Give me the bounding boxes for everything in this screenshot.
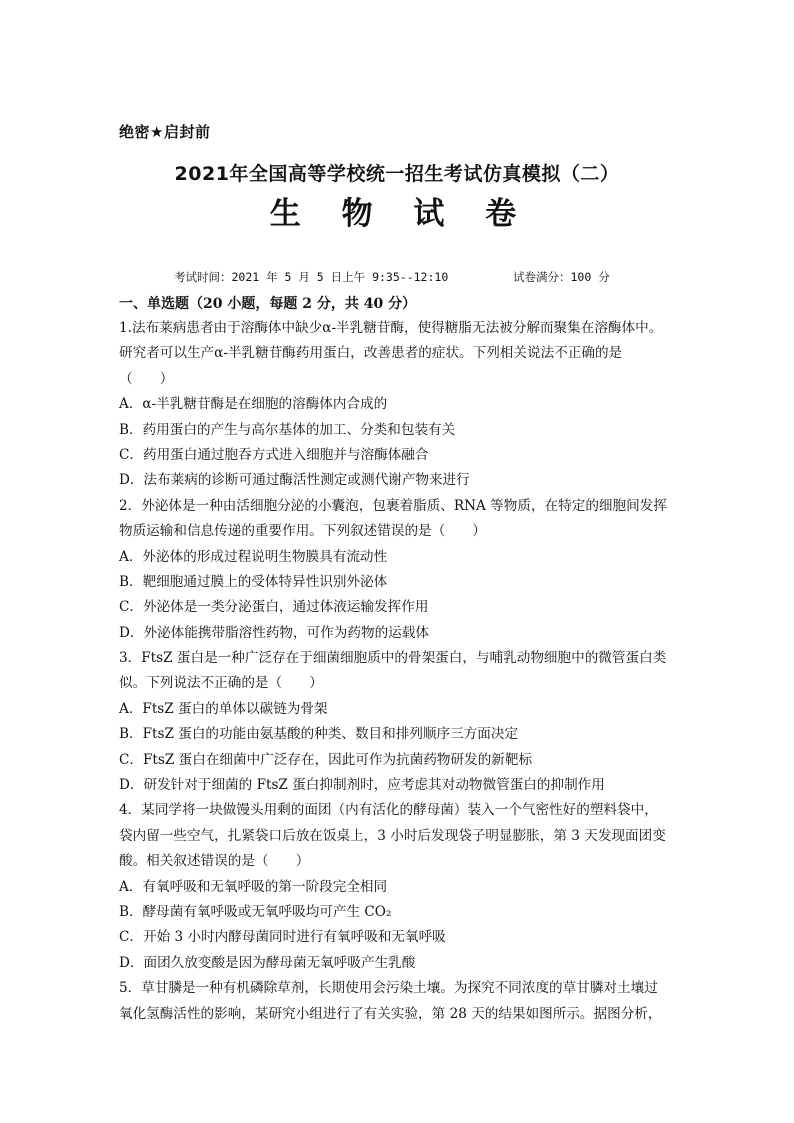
question-stem-line: 5．草甘膦是一种有机磷除草剂，长期使用会污染土壤。为探究不同浓度的草甘膦对土壤过 (119, 980, 658, 997)
option-d: D．面团久放变酸是因为酵母菌无氧呼吸产生乳酸 (119, 954, 416, 971)
option-b: B．药用蛋白的产生与高尔基体的加工、分类和包装有关 (119, 421, 456, 438)
question-4 (119, 798, 679, 976)
question-stem-line: 研究者可以生产α-半乳糖苷酶药用蛋白，改善患者的症状。下列相关说法不正确的是 (119, 345, 623, 362)
option-d: D．研发针对于细菌的 FtsZ 蛋白抑制剂时，应考虑其对动物微管蛋白的抑制作用 (119, 777, 605, 794)
confidential-label: 绝密★启封前 (119, 123, 211, 141)
option-c: C．开始 3 小时内酵母菌同时进行有氧呼吸和无氧呼吸 (119, 929, 446, 946)
option-c: C．FtsZ 蛋白在细菌中广泛存在，因此可作为抗菌药物研发的新靶标 (119, 751, 533, 768)
question-stem-line: 袋内留一些空气，扎紧袋口后放在饭桌上，3 小时后发现袋子明显膨胀，第 3 天发现面团变 (119, 827, 666, 844)
option-a: A．α-半乳糖苷酶是在细胞的溶酶体内合成的 (119, 396, 388, 413)
option-b: B．酵母菌有氧呼吸或无氧呼吸均可产生 CO₂ (119, 903, 392, 920)
option-a: A．外泌体的形成过程说明生物膜具有流动性 (119, 548, 388, 565)
question-stem-line: 4．某同学将一块做馒头用剩的面团（内有活化的酵母菌）装入一个气密性好的塑料袋中， (119, 802, 658, 819)
option-c: C．药用蛋白通过胞吞方式进入细胞并与溶酶体融合 (119, 446, 429, 463)
question-5 (119, 976, 679, 1027)
exam-time: 考试时间：2021 年 5 月 5 日上午 9:35--12:10 (174, 270, 449, 284)
question-stem-line: 氧化氢酶活性的影响，某研究小组进行了有关实验，第 28 天的结果如图所示。据图分析， (119, 1005, 662, 1022)
option-d: D．法布莱病的诊断可通过酶活性测定或测代谢产物来进行 (119, 472, 470, 489)
question-2 (119, 494, 679, 646)
option-a: A．FtsZ 蛋白的单体以碳链为骨架 (119, 700, 328, 717)
question-stem-line: 2．外泌体是一种由活细胞分泌的小囊泡，包裹着脂质、RNA 等物质，在特定的细胞间发挥 (119, 497, 667, 514)
option-b: B．靶细胞通过膜上的受体特异性识别外泌体 (119, 573, 388, 590)
option-b: B．FtsZ 蛋白的功能由氨基酸的种类、数目和排列顺序三方面决定 (119, 726, 519, 743)
question-stem-line: 似。下列说法不正确的是（ ） (119, 675, 323, 692)
option-a: A．有氧呼吸和无氧呼吸的第一阶段完全相同 (119, 878, 388, 895)
question-stem-line: 酸。相关叙述错误的是（ ） (119, 853, 310, 870)
question-3 (119, 646, 679, 798)
section-title: 一、单选题（20 小题，每题 2 分，共 40 分） (119, 296, 417, 312)
option-d: D．外泌体能携带脂溶性药物，可作为药物的运载体 (119, 624, 429, 641)
question-stem-line: 物质运输和信息传递的重要作用。下列叙述错误的是（ ） (119, 523, 487, 540)
exam-title: 2021年全国高等学校统一招生考试仿真模拟（二） (174, 163, 620, 185)
full-score: 试卷满分：100 分 (513, 270, 610, 284)
question-stem-line: 1.法布莱病患者由于溶酶体中缺少α-半乳糖苷酶，使得糖脂无法被分解而聚集在溶酶体中。 (119, 320, 663, 336)
question-stem-line: 3．FtsZ 蛋白是一种广泛存在于细菌细胞质中的骨架蛋白，与哺乳动物细胞中的微管蛋白类 (119, 650, 667, 667)
option-c: C．外泌体是一类分泌蛋白，通过体液运输发挥作用 (119, 599, 429, 616)
subject-title: 生 物 试 卷 (269, 196, 525, 232)
answer-bracket: （ ） (119, 370, 174, 387)
question-1 (119, 316, 679, 494)
question-list (119, 316, 679, 1027)
